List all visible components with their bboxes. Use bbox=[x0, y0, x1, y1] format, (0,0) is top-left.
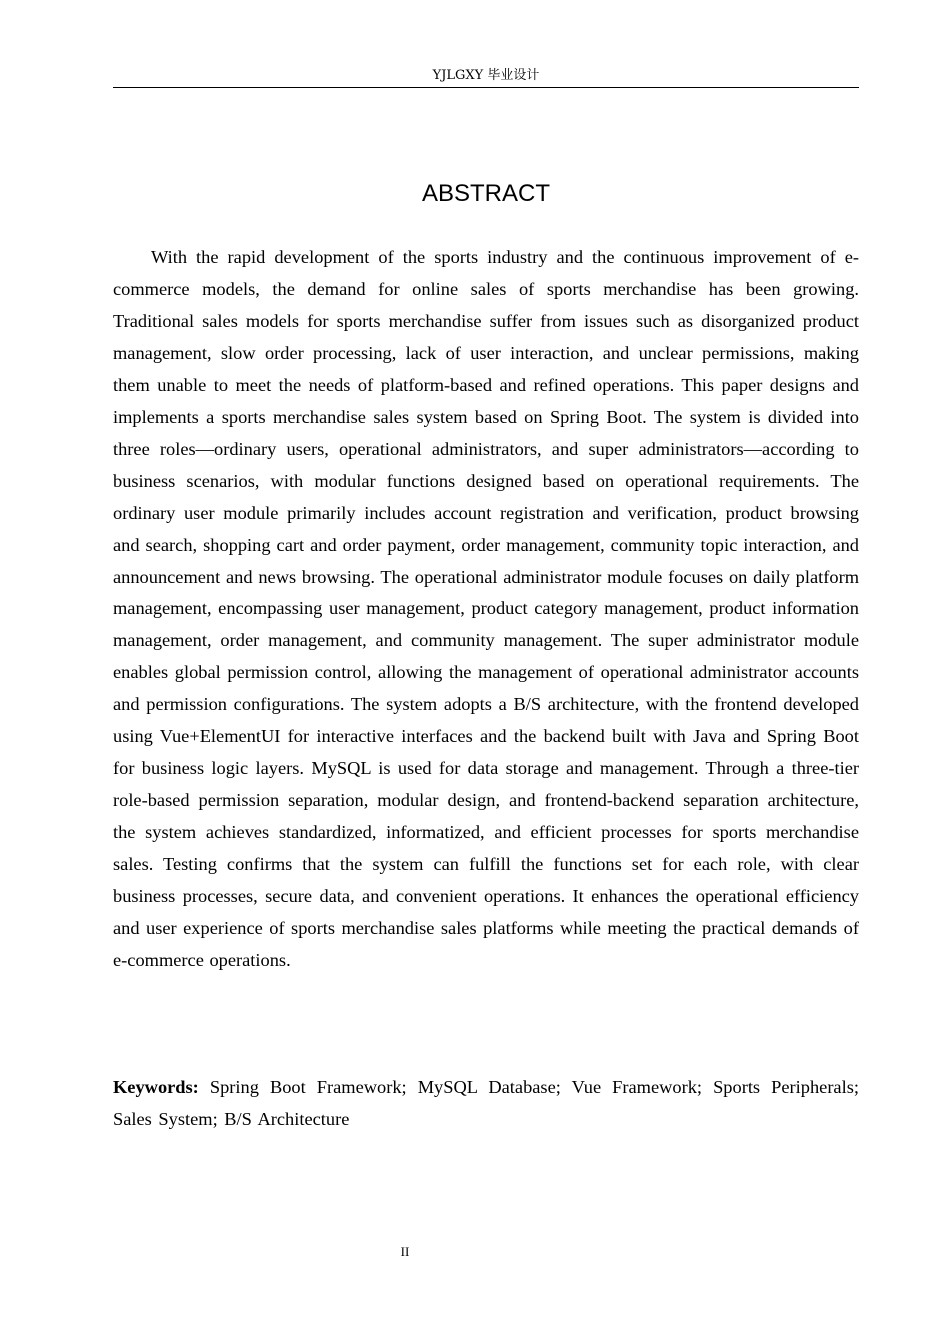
abstract-title: ABSTRACT bbox=[421, 180, 550, 207]
keywords-paragraph bbox=[113, 1071, 859, 1135]
page-header bbox=[113, 66, 859, 88]
page-number: II bbox=[400, 1244, 410, 1259]
abstract-body: With the rapid development of the sports industry and the continuous improvement of e-commerce models, the demand for online sales of sports merchandise has been growing. Traditional sales models for sports merchandise suffer from issues such as disorganized product management, slow order processing, lack of user interaction, and unclear permissions, making them unable to meet the needs of platform-based and refined operations. This paper designs and implements a sports merchandise sales system based on Spring Boot. The system is divided into three roles—ordinary users, operational administrators, and super administrators—according to business scenarios, with modular functions designed based on operational requirements. The ordinary user module primarily includes account registration and verification, product browsing and search, shopping cart and order payment, order management, community topic interaction, and announcement and news browsing. The operational administrator module focuses on daily platform management, encompassing user management, product category management, product information management, order management, and community management. The super administrator module enables global permission control, allowing the management of operational administrator accounts and permission configurations. The system adopts a B/S architecture, with the frontend developed using Vue+ElementUI for interactive interfaces and the backend built with Java and Spring Boot for business logic layers. MySQL is used for data storage and management. Through a three-tier role-based permission separation, modular design, and frontend-backend separation architecture, the system achieves standardized, informatized, and efficient processes for sports merchandise sales. Testing confirms that the system can fulfill the functions set for each role, with clear business processes, secure data, and convenient operations. It enhances the operational efficiency and user experience of sports merchandise sales platforms while meeting the practical demands of e-commerce operations. bbox=[113, 247, 859, 970]
keywords-label: Keywords: bbox=[113, 1077, 199, 1097]
keywords-text: Spring Boot Framework; MySQL Database; Vue Framework; Sports Peripherals; Sales System; B/S Architecture bbox=[113, 1077, 859, 1129]
header-text: YJLGXY 毕业设计 bbox=[432, 68, 540, 83]
